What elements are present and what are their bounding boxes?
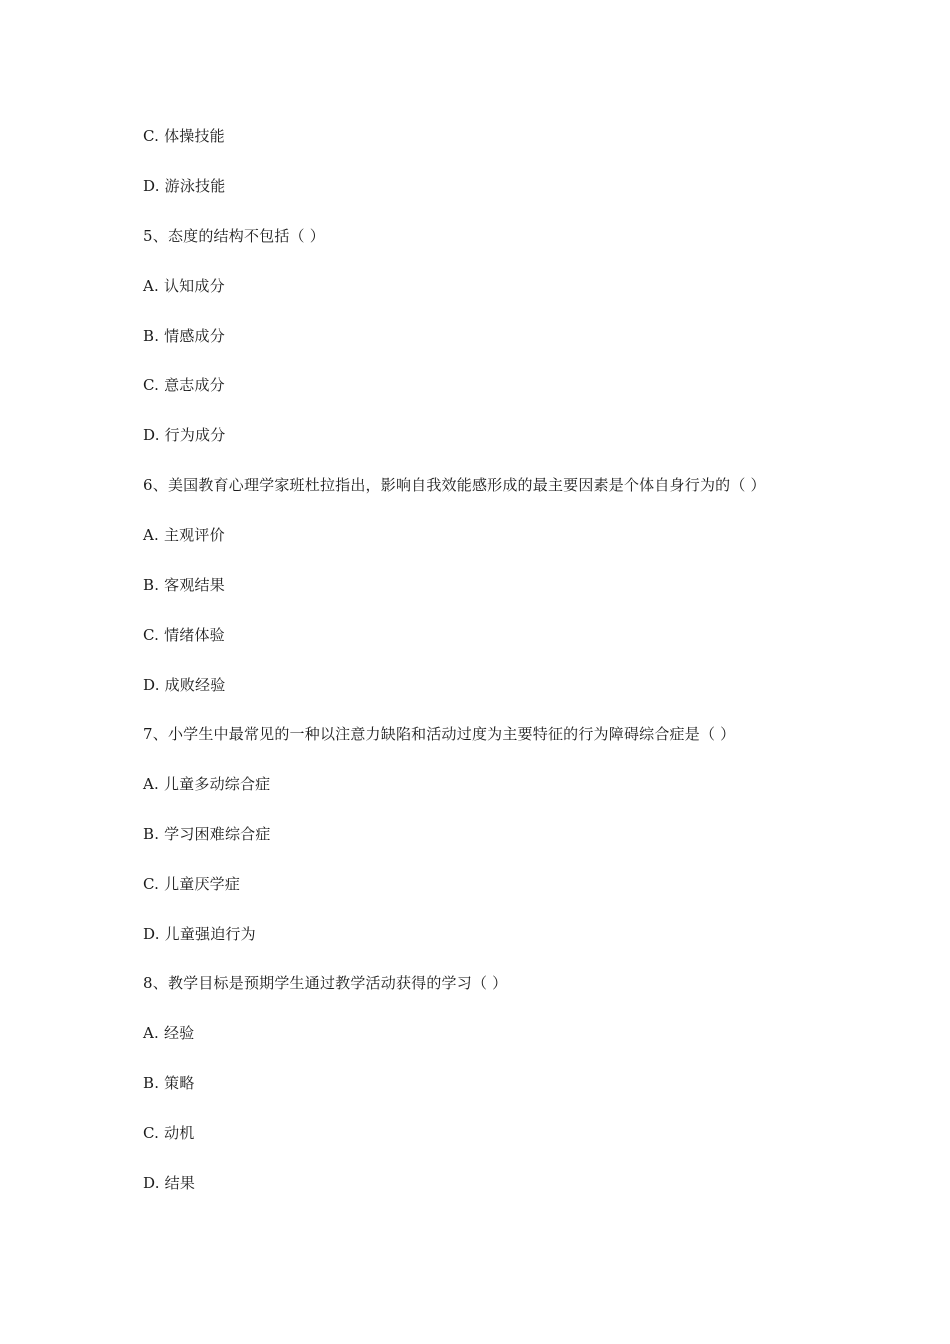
question-8: 8、教学目标是预期学生通过教学活动获得的学习（ ）: [143, 974, 508, 992]
option-c-q4: C. 体操技能: [143, 127, 225, 145]
option-b-q6: B. 客观结果: [143, 576, 225, 594]
option-d-q5: D. 行为成分: [143, 426, 226, 444]
option-a-q7: A. 儿童多动综合症: [143, 775, 271, 793]
option-d-q6: D. 成败经验: [143, 676, 226, 694]
option-b-q8: B. 策略: [143, 1074, 195, 1092]
question-6: 6、美国教育心理学家班杜拉指出，影响自我效能感形成的最主要因素是个体自身行为的（ ）: [143, 476, 766, 494]
question-5: 5、态度的结构不包括（ ）: [143, 227, 325, 245]
option-c-q8: C. 动机: [143, 1124, 195, 1142]
option-d-q7: D. 儿童强迫行为: [143, 925, 256, 943]
option-b-q7: B. 学习困难综合症: [143, 825, 271, 843]
option-d-q8: D. 结果: [143, 1174, 196, 1192]
option-a-q6: A. 主观评价: [143, 526, 225, 544]
question-7: 7、小学生中最常见的一种以注意力缺陷和活动过度为主要特征的行为障碍综合症是（ ）: [143, 725, 736, 743]
option-c-q6: C. 情绪体验: [143, 626, 225, 644]
option-c-q7: C. 儿童厌学症: [143, 875, 241, 893]
option-b-q5: B. 情感成分: [143, 327, 225, 345]
option-a-q8: A. 经验: [143, 1024, 195, 1042]
option-c-q5: C. 意志成分: [143, 376, 225, 394]
option-d-q4: D. 游泳技能: [143, 177, 226, 195]
option-a-q5: A. 认知成分: [143, 277, 225, 295]
